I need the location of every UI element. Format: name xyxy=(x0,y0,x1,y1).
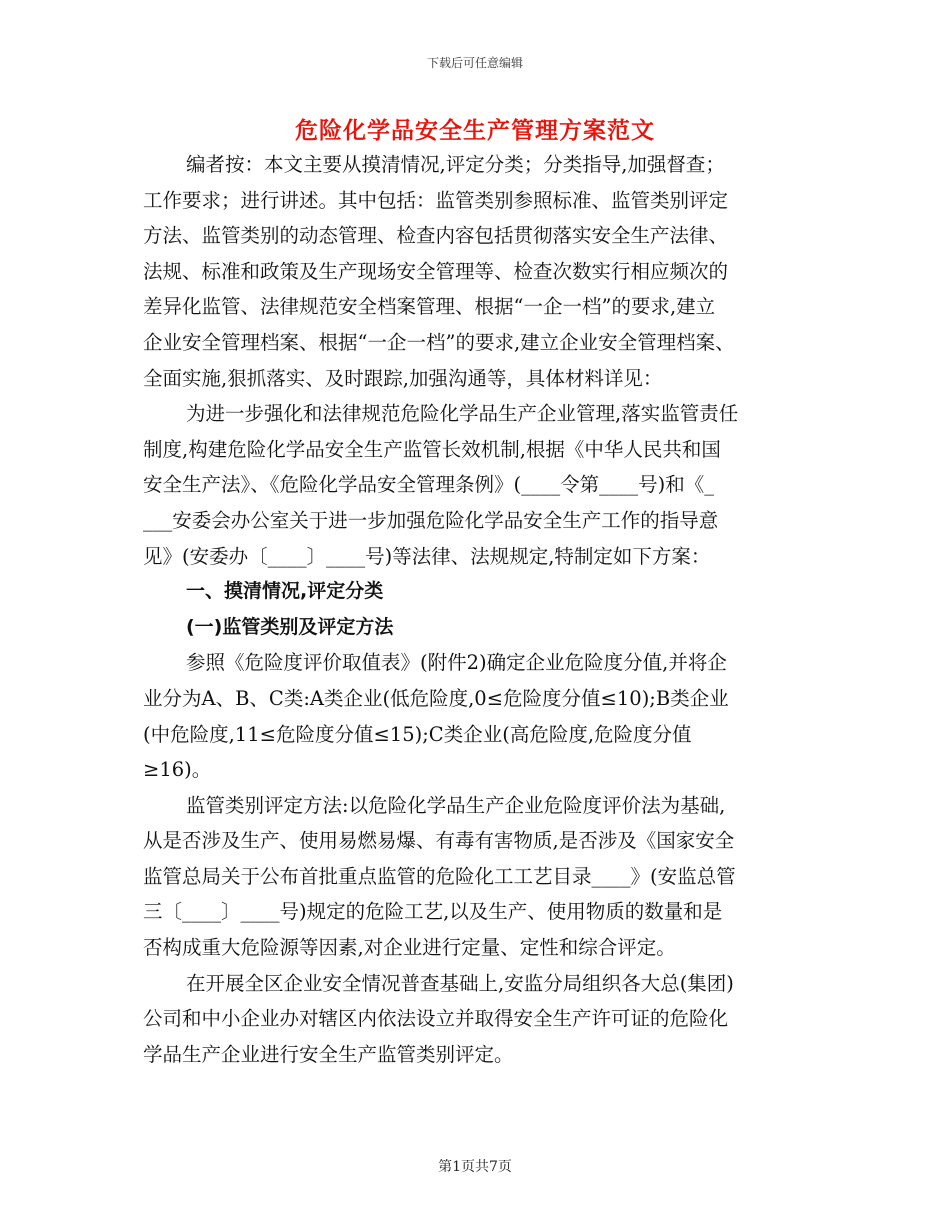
text-line: 为进一步强化和法律规范危险化学品生产企业管理,落实监管责任 xyxy=(186,402,739,426)
page-footer: 第1页共7页 xyxy=(438,1159,512,1175)
text-line: 否构成重大危险源等因素,对企业进行定量、定性和综合评定。 xyxy=(143,936,676,960)
text-line: 企业安全管理档案、根据“一企一档”的要求,建立企业安全管理档案、 xyxy=(143,330,735,354)
text-line: 参照《危险度评价取值表》(附件2)确定企业危险度分值,并将企 xyxy=(186,651,727,675)
text-line: (中危险度,11≤危险度分值≤15);C类企业(高危险度,危险度分值 xyxy=(143,722,692,746)
text-line: 监管类别评定方法:以危险化学品生产企业危险度评价法为基础, xyxy=(186,793,726,817)
text-line: 编者按：本文主要从摸清情况,评定分类；分类指导,加强督查； xyxy=(186,153,725,176)
section-heading: 一、摸清情况,评定分类 xyxy=(186,580,384,603)
section-heading: (一)监管类别及评定方法 xyxy=(186,615,394,638)
text-line: 学品生产企业进行安全生产监管类别评定。 xyxy=(143,1042,514,1066)
text-line: 业分为A、B、C类:A类企业(低危险度,0≤危险度分值≤10);B类企业 xyxy=(143,686,729,710)
text-line: 制度,构建危险化学品安全生产监管长效机制,根据《中华人民共和国 xyxy=(143,437,721,461)
text-line: 安全生产法》、《危险化学品安全管理条例》(____令第____号)和《_ xyxy=(143,473,714,497)
text-line: 方法、监管类别的动态管理、检查内容包括贯彻落实安全生产法律、 xyxy=(143,224,729,248)
text-line: ≥16)。 xyxy=(143,758,212,782)
document-body xyxy=(143,147,815,1072)
text-line: 全面实施,狠抓落实、及时跟踪,加强沟通等，具体材料详见： xyxy=(143,366,663,390)
text-line: 法规、标准和政策及生产现场安全管理等、检查次数实行相应频次的 xyxy=(143,259,729,283)
text-line: 工作要求；进行讲述。其中包括：监管类别参照标准、监管类别评定 xyxy=(143,188,729,212)
text-line: 在开展全区企业安全情况普查基础上,安监分局组织各大总(集团) xyxy=(186,971,734,995)
text-line: 见》(安委办〔____〕____号)等法律、法规规定,特制定如下方案： xyxy=(143,544,711,568)
text-line: ___安委会办公室关于进一步加强危险化学品安全生产工作的指导意 xyxy=(143,508,719,532)
document-title: 危险化学品安全生产管理方案范文 xyxy=(295,118,655,144)
header-note: 下载后可任意编辑 xyxy=(426,56,523,70)
text-line: 监管总局关于公布首批重点监管的危险化工工艺目录____》(安监总管 xyxy=(143,864,736,888)
text-line: 三〔____〕____号)规定的危险工艺,以及生产、使用物质的数量和是 xyxy=(143,900,723,924)
text-line: 公司和中小企业办对辖区内依法设立并取得安全生产许可证的危险化 xyxy=(143,1007,729,1031)
text-line: 差异化监管、法律规范安全档案管理、根据“一企一档”的要求,建立 xyxy=(143,295,716,319)
text-line: 从是否涉及生产、使用易燃易爆、有毒有害物质,是否涉及《国家安全 xyxy=(143,829,735,853)
